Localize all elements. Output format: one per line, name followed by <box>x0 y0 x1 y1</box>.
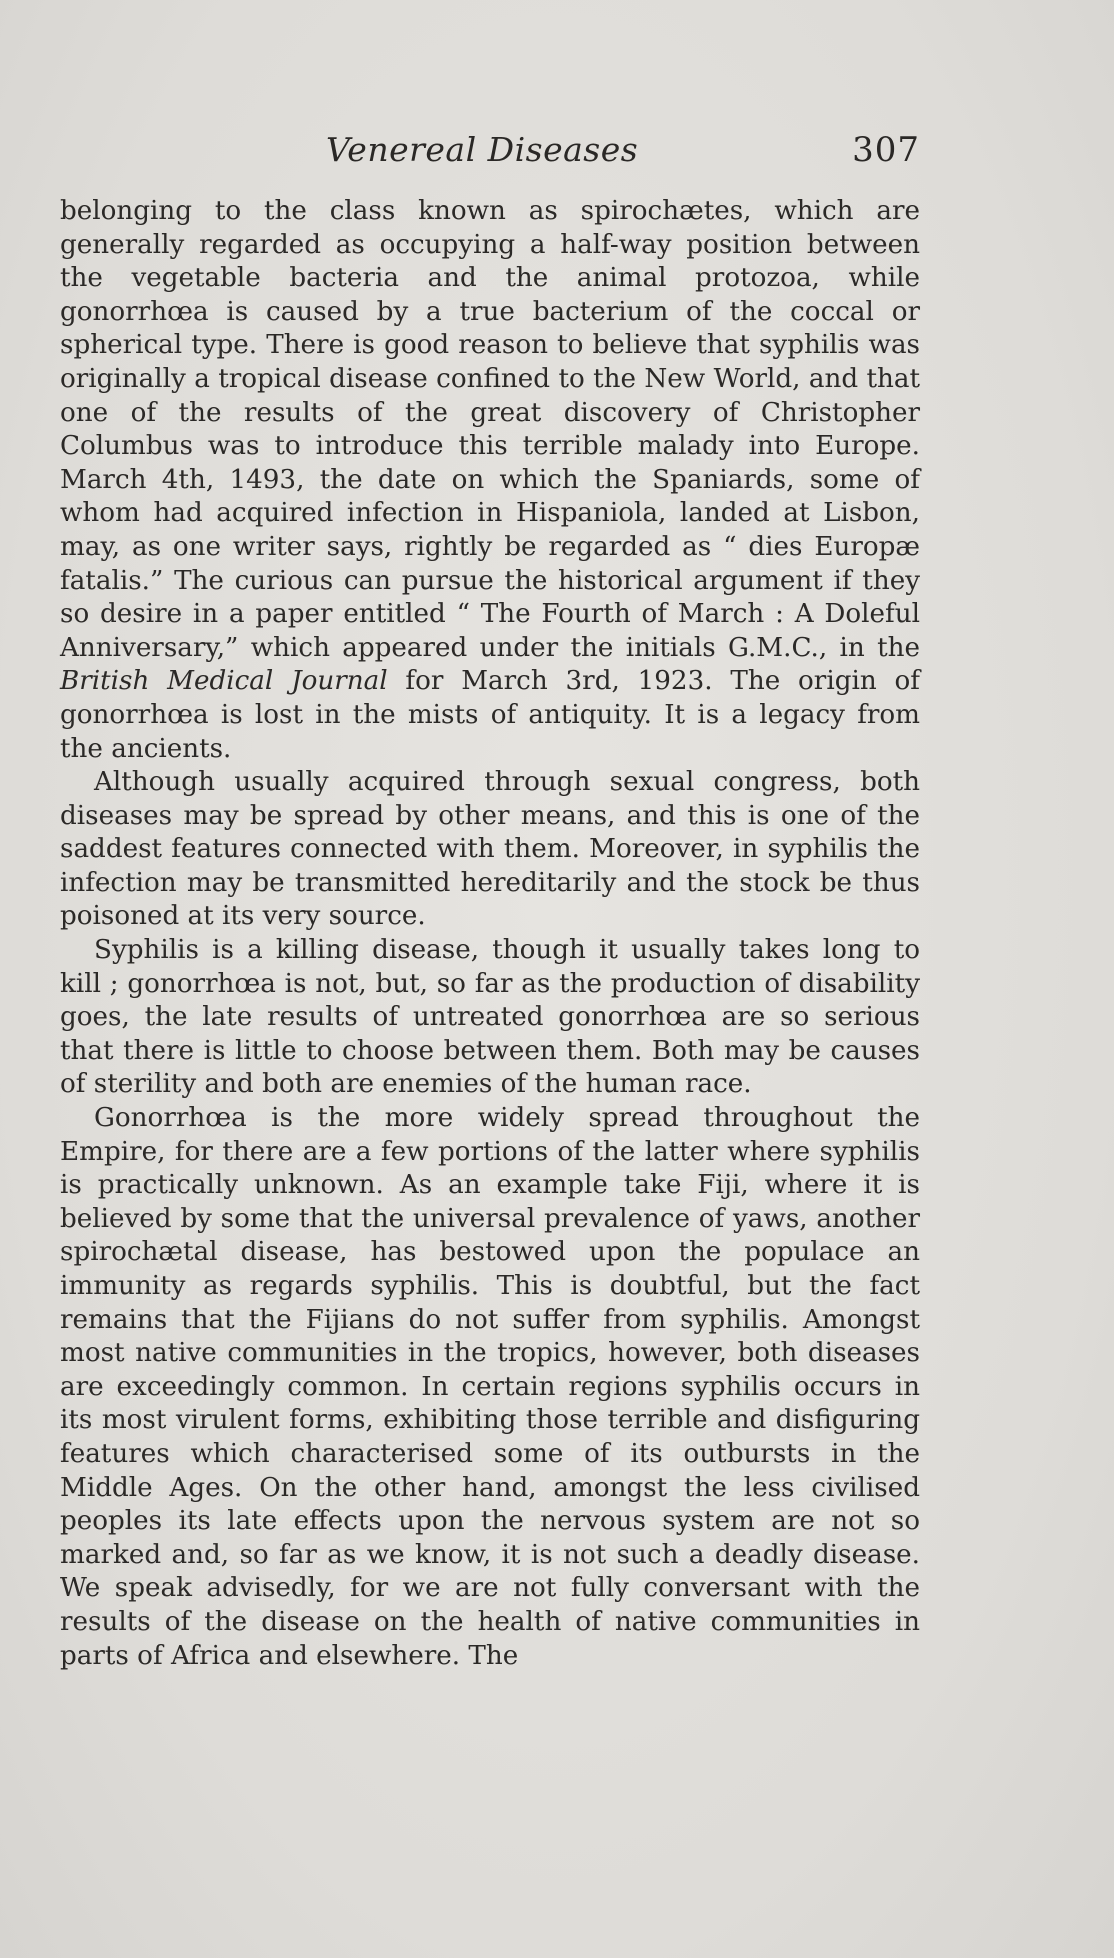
paragraph-text: for March 3rd, 1923. The origin of gonorrhœa is lost in the mists of antiquity. It is a legacy from the ancients. <box>60 666 920 764</box>
page-number: 307 <box>852 130 920 170</box>
paragraph <box>60 766 920 934</box>
body-text <box>60 195 920 1673</box>
paragraph <box>60 195 920 766</box>
paragraph-text: Gonorrhœa is the more widely spread throughout the Empire, for there are a few portions of the latter where syphilis is practically unknown. As an example take Fiji, where it is believed by some that the universal prevalence of yaws, another spirochætal disease, has bestowed upon the populace an immunity as regards syphilis. This is doubtful, but the fact remains that the Fijians do not suffer from syphilis. Amongst most native communities in the tropics, however, both diseases are exceedingly common. In certain regions syphilis occurs in its most virulent forms, exhibiting those terrible and disfiguring features which characterised some of its outbursts in the Middle Ages. On the other hand, amongst the less civilised peoples its late effects upon the nervous system are not so marked and, so far as we know, it is not such a deadly disease. We speak advisedly, for we are not fully conversant with the results of the disease on the health of native communities in parts of Africa and elsewhere. The <box>60 1103 920 1671</box>
paragraph-text: Syphilis is a killing disease, though it usually takes long to kill ; gonorrhœa is not, but, so far as the production of disability goes, the late results of untreated gonorrhœa are so serious that there is little to choose between them. Both may be causes of sterility and both are enemies of the human race. <box>60 935 920 1100</box>
paragraph-text: belonging to the class known as spirochætes, which are generally regarded as occupying a half-way position between the vegetable bacteria and the animal protozoa, while gonorrhœa is caused by a true bacterium of the coccal or spherical type. There is good reason to believe that syphilis was originally a tropical disease confined to the New World, and that one of the results of the great discovery of Christopher Columbus was to introduce this terrible malady into Europe. March 4th, 1493, the date on which the Spaniards, some of whom had acquired infection in Hispaniola, landed at Lisbon, may, as one writer says, rightly be regarded as “ dies Europæ fatalis.” The curious can pursue the historical argument if they so desire in a paper entitled “ The Fourth of March : A Doleful Anniversary,” which appeared under the initials G.M.C., in the <box>60 196 920 663</box>
running-title: Venereal Diseases <box>326 130 639 169</box>
paragraph <box>60 934 920 1102</box>
paragraph <box>60 1102 920 1673</box>
journal-title: British Medical Journal <box>60 666 388 697</box>
running-head <box>60 130 920 180</box>
paragraph-text: Although usually acquired through sexual congress, both diseases may be spread by other means, and this is one of the saddest features connected with them. Moreover, in syphilis the infection may be transmitted hereditarily and the stock be thus poisoned at its very source. <box>60 767 920 932</box>
